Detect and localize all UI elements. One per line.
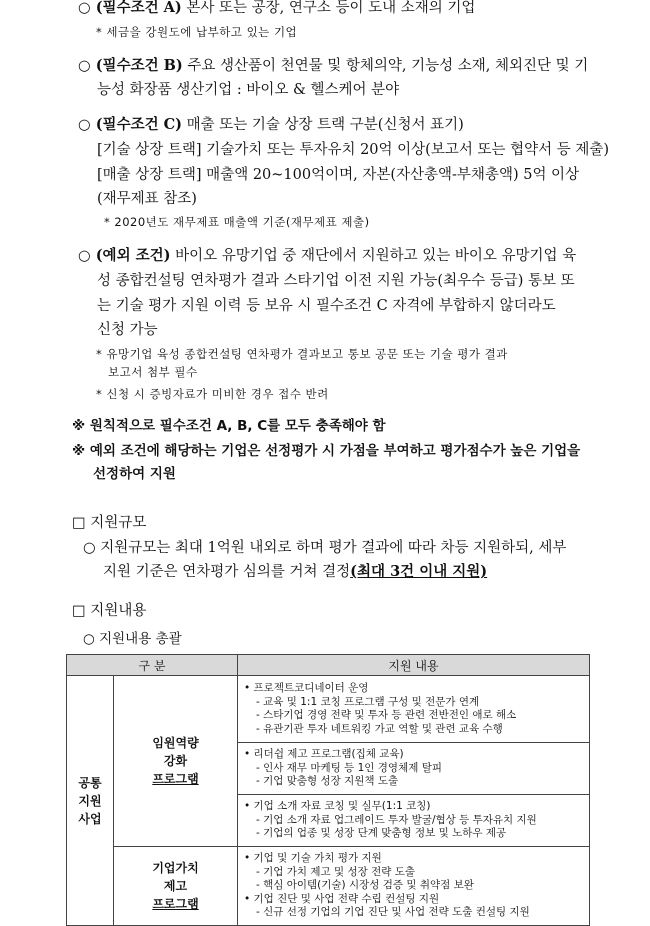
content-heading: □ 지원내용 xyxy=(72,603,147,619)
req-a-line xyxy=(78,0,475,17)
program-1-line-3: 프로그램 xyxy=(152,772,199,786)
table-row xyxy=(67,847,590,926)
support-table xyxy=(66,654,590,926)
req-b-line2: 능성 화장품 생산기업 : 바이오 & 헬스케어 분야 xyxy=(97,82,400,98)
exception-line4: 신청 가능 xyxy=(97,322,158,338)
group-line-2: 지원 xyxy=(78,793,102,808)
program-1-cell xyxy=(114,676,238,847)
exception-head: ○ (예외 조건) xyxy=(78,247,171,264)
header-division: 구 분 xyxy=(67,655,238,676)
exception-text: 바이오 유망기업 중 재단에서 지원하고 있는 바이오 유망기업 육 xyxy=(170,248,577,264)
content-item: - 핵심 아이템(기술) 시장성 검증 및 취약점 보완 xyxy=(256,879,474,892)
content-item: - 기업 소개 자료 업그레이드 투자 발굴/협상 등 투자유치 지원 xyxy=(256,813,537,826)
req-b-head: ○ (필수조건 B) xyxy=(78,57,183,74)
program-2-line-1: 기업가치 xyxy=(152,861,199,875)
content-item: - 기업의 업종 및 성장 단계 맞춤형 정보 및 노하우 제공 xyxy=(256,827,507,840)
content-item: - 교육 및 1:1 코칭 프로그램 구성 및 전문가 연계 xyxy=(256,695,480,708)
content-item: - 기업 가치 제고 및 성장 전략 도출 xyxy=(256,865,416,878)
req-c-sales-track: [매출 상장 트랙] 매출액 20~100억이며, 자본(자산총액-부채총액) 5억 이상 xyxy=(97,167,580,183)
exception-line3: 는 기술 평가 지원 이력 등 보유 시 필수조건 C 자격에 부합하지 않더라도 xyxy=(97,298,556,314)
exception-line1 xyxy=(78,244,576,265)
table-row xyxy=(67,676,590,743)
content-cell-2 xyxy=(238,743,590,795)
scale-limit: (최대 3건 이내 지원) xyxy=(350,563,488,580)
req-a-head: ○ (필수조건 A) xyxy=(78,0,182,16)
req-c-note: * 2020년도 재무제표 매출액 기준(재무제표 제출) xyxy=(104,215,370,229)
req-c-head: ○ (필수조건 C) xyxy=(78,116,183,133)
content-sub: ○ 지원내용 총괄 xyxy=(83,631,182,647)
exception-note2: * 신청 시 증빙자료가 미비한 경우 접수 반려 xyxy=(96,387,329,401)
content-item: - 유관기관 투자 네트워킹 가교 역할 및 관련 교육 수행 xyxy=(256,722,503,735)
header-content: 지원 내용 xyxy=(238,655,590,676)
content-item: - 인사 재무 마케팅 등 1인 경영체제 탈피 xyxy=(256,761,442,774)
scale-line2 xyxy=(103,560,487,581)
program-2-cell xyxy=(114,847,238,926)
program-2-line-3: 프로그램 xyxy=(152,897,199,911)
exception-note1-cont: 보고서 첨부 필수 xyxy=(108,365,198,379)
exception-note1: * 유망기업 육성 종합컨설팅 연차평가 결과보고 통보 공문 또는 기술 평가 결과 xyxy=(96,347,508,361)
program-1-line-2: 강화 xyxy=(163,754,188,768)
exception-line2: 성 종합컨설팅 연차평가 결과 스타기업 이전 지원 가능(최우수 등급) 통보 또 xyxy=(97,273,575,289)
req-a-note: * 세금을 강원도에 납부하고 있는 기업 xyxy=(96,25,298,39)
content-item: • 리더쉽 제고 프로그램(집체 교육) xyxy=(244,748,404,761)
content-item: • 기업 진단 및 사업 전략 수립 컨설팅 지원 xyxy=(244,892,440,905)
req-c-text: 매출 또는 기술 상장 트랙 구분(신청서 표기) xyxy=(182,117,464,133)
req-c-line xyxy=(78,113,464,134)
req-c-tech-track: [기술 상장 트랙] 기술가치 또는 투자유치 20억 이상(보고서 또는 협약서 등 제출) xyxy=(97,142,609,158)
remark-2: ※ 예외 조건에 해당하는 기업은 선정평가 시 가점을 부여하고 평가점수가 높은 기업을 xyxy=(72,443,581,459)
remark-2-cont: 선정하여 지원 xyxy=(93,466,176,482)
scale-heading: □ 지원규모 xyxy=(72,515,147,531)
content-cell-4 xyxy=(238,847,590,926)
program-2-line-2: 제고 xyxy=(163,879,188,893)
group-cell xyxy=(67,676,114,926)
remark-1: ※ 원칙적으로 필수조건 A, B, C를 모두 충족해야 함 xyxy=(72,418,386,434)
content-item: • 프로젝트코디네이터 운영 xyxy=(244,682,369,694)
scale-line1: ○ 지원규모는 최대 1억원 내외로 하며 평가 결과에 따라 차등 지원하되, 세부 xyxy=(83,540,567,556)
program-1-line-1: 임원역량 xyxy=(152,736,199,750)
req-b-line1 xyxy=(78,54,588,75)
req-c-ref: (재무제표 참조) xyxy=(97,191,197,207)
req-b-text: 주요 생산품이 천연물 및 항체의약, 기능성 소재, 체외진단 및 기 xyxy=(182,58,589,74)
content-item: - 기업 맞춤형 성장 지원책 도출 xyxy=(256,775,399,788)
table-header-row xyxy=(67,655,590,676)
content-cell-3 xyxy=(238,795,590,847)
group-line-3: 사업 xyxy=(78,811,102,826)
content-item: • 기업 소개 자료 코칭 및 실무(1:1 코칭) xyxy=(244,800,431,813)
content-cell-1 xyxy=(238,676,590,743)
group-line-1: 공통 xyxy=(78,775,102,790)
content-item: • 기업 및 기술 가치 평가 지원 xyxy=(244,852,382,865)
content-item: - 신규 선정 기업의 기업 진단 및 사업 전략 도출 컨설팅 지원 xyxy=(256,906,530,919)
scale-line2-text: 지원 기준은 연차평가 심의를 거쳐 결정 xyxy=(103,564,351,580)
content-item: - 스타기업 경영 전략 및 투자 등 관련 전반전인 애로 해소 xyxy=(256,709,517,721)
req-a-text: 본사 또는 공장, 연구소 등이 도내 소재의 기업 xyxy=(181,0,476,16)
